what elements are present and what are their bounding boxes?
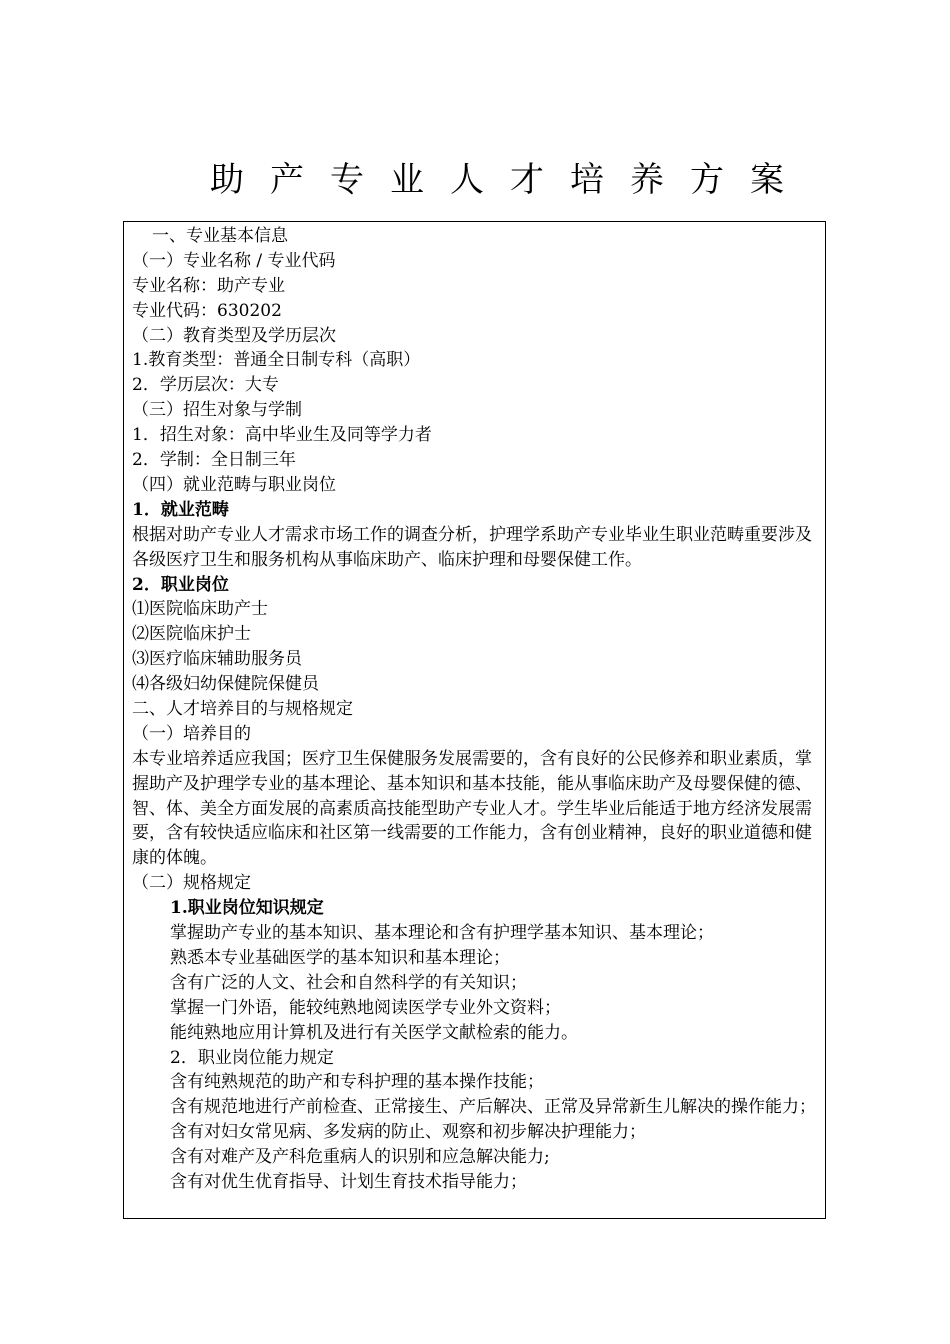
position-item: ⑴医院临床助产士 bbox=[132, 599, 268, 620]
ability-item: 含有对妇女常见病、多发病的防止、观察和初步解决护理能力； bbox=[170, 1122, 646, 1143]
employment-scope-text: 根据对助产专业人才需求市场工作的调查分析，护理学系助产专业毕业生职业范畴重要涉及各级医疗卫生和服务机构从事临床助产、临床护理和母婴保健工作。 bbox=[132, 524, 812, 570]
ability-item: 含有规范地进行产前检查、正常接生、产后解决、正常及异常新生儿解决的操作能力； bbox=[170, 1097, 816, 1118]
content-frame bbox=[123, 221, 826, 1219]
study-duration: 2．学制：全日制三年 bbox=[132, 450, 296, 471]
section-heading-basic-info: 一、专业基本信息 bbox=[152, 226, 288, 246]
ability-item: 含有对难产及产科危重病人的识别和应急解决能力; bbox=[170, 1147, 550, 1168]
position-item: ⑶医疗临床辅助服务员 bbox=[132, 649, 302, 670]
subheading-enrollment: （三）招生对象与学制 bbox=[132, 400, 302, 421]
document-body bbox=[132, 224, 822, 1195]
goal-text: 本专业培养适应我国；医疗卫生保健服务发展需要的，含有良好的公民修养和职业素质，掌握助产及护理学专业的基本理论、基本知识和基本技能，能从事临床助产及母婴保健的德、智、体、美全方面发展的高素质高技能型助产专业人才。学生毕业后能适于地方经济发展需要，含有较快适应临床和社区第一线需要的工作能力，含有创业精神，良好的职业道德和健康的体魄。 bbox=[132, 748, 812, 869]
subheading-goal: （一）培养目的 bbox=[132, 723, 251, 744]
knowledge-item: 掌握一门外语，能较纯熟地阅读医学专业外文资料； bbox=[170, 997, 561, 1018]
major-name: 专业名称：助产专业 bbox=[132, 275, 285, 296]
position-item: ⑵医院临床护士 bbox=[132, 624, 251, 645]
position-item: ⑷各级妇幼保健院保健员 bbox=[132, 674, 319, 695]
knowledge-item: 含有广泛的人文、社会和自然科学的有关知识； bbox=[170, 972, 527, 993]
subheading-employment: （四）就业范畴与职业岗位 bbox=[132, 474, 336, 495]
ability-item: 含有纯熟规范的助产和专科护理的基本操作技能； bbox=[170, 1072, 544, 1093]
subheading-major-name-code: （一）专业名称 / 专业代码 bbox=[132, 250, 336, 271]
education-type: 1.教育类型：普通全日制专科（高职） bbox=[132, 350, 421, 371]
ability-item: 含有对优生优育指导、计划生育技术指导能力； bbox=[170, 1171, 527, 1192]
knowledge-item: 掌握助产专业的基本知识、基本理论和含有护理学基本知识、基本理论； bbox=[170, 923, 714, 944]
employment-scope-title: 1．就业范畴 bbox=[132, 499, 229, 520]
knowledge-item: 能纯熟地应用计算机及进行有关医学文献检索的能力。 bbox=[170, 1022, 578, 1043]
positions-title: 2．职业岗位 bbox=[132, 574, 229, 595]
subheading-specifications: （二）规格规定 bbox=[132, 873, 251, 894]
page-title: 助产专业人才培养方案 bbox=[210, 160, 810, 200]
ability-title: 2．职业岗位能力规定 bbox=[170, 1047, 334, 1068]
knowledge-title: 1.职业岗位知识规定 bbox=[170, 898, 324, 919]
enrollment-target: 1．招生对象：高中毕业生及同等学力者 bbox=[132, 425, 432, 446]
education-level: 2．学历层次：大专 bbox=[132, 375, 279, 396]
section-heading-training-goal: 二、人才培养目的与规格规定 bbox=[132, 698, 353, 719]
knowledge-item: 熟悉本专业基础医学的基本知识和基本理论； bbox=[170, 947, 510, 968]
major-code: 专业代码：630202 bbox=[132, 300, 282, 321]
subheading-education-type: （二）教育类型及学历层次 bbox=[132, 325, 336, 346]
